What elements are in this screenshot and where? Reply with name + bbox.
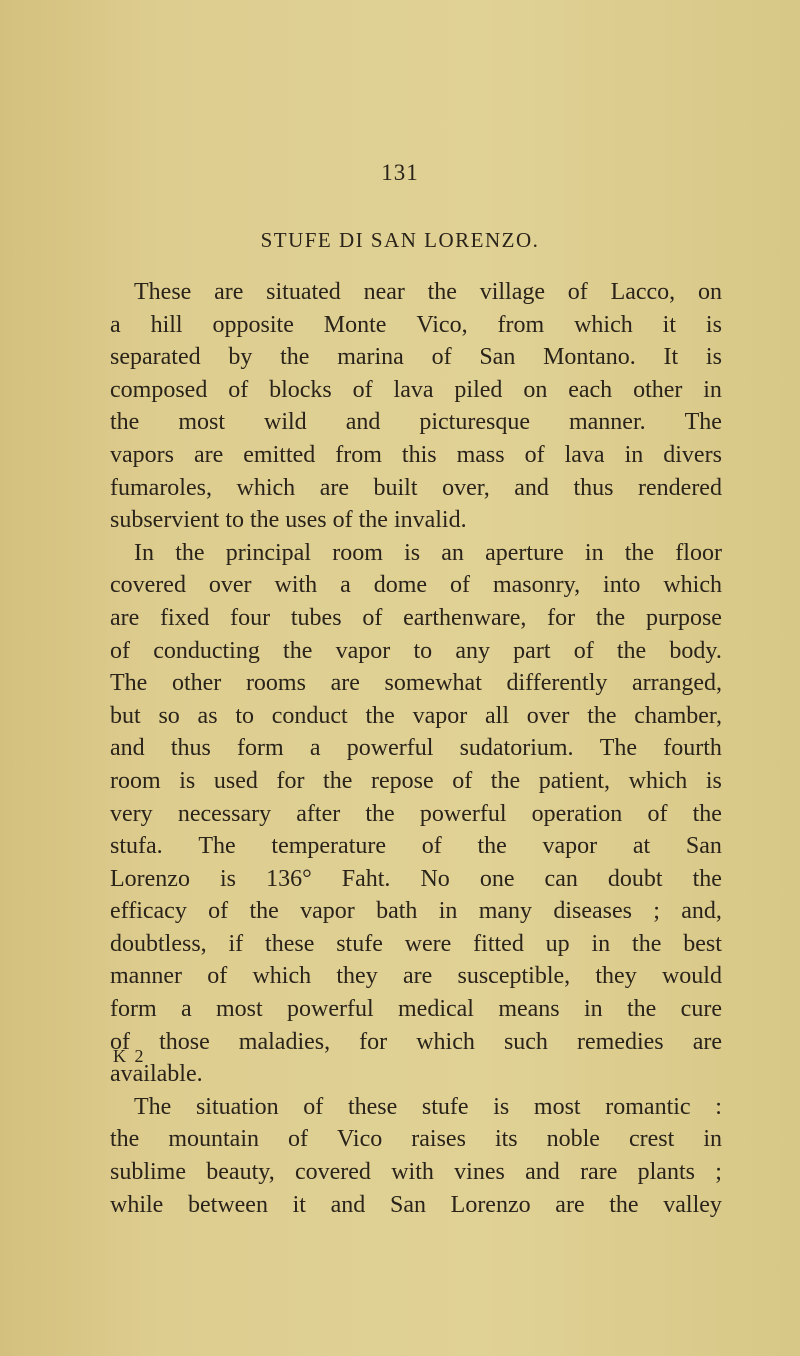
text-line: efficacy of the vapor bath in many diseases ; and, — [110, 898, 722, 925]
text-line: The situation of these stufe is most romantic : — [134, 1093, 722, 1120]
text-line: covered over with a dome of masonry, into which — [110, 572, 722, 599]
text-line: doubtless, if these stufe were fitted up in the best — [110, 930, 722, 957]
text-line: The other rooms are somewhat differently arranged, — [110, 670, 722, 697]
text-line: stufa. The temperature of the vapor at San — [110, 833, 722, 860]
text-line: of those maladies, for which such remedies are — [110, 1028, 722, 1055]
body-text — [110, 276, 722, 1221]
text-line: very necessary after the powerful operation of the — [110, 800, 722, 827]
text-line: available. — [110, 1061, 203, 1088]
text-line: sublime beauty, covered with vines and rare plants ; — [110, 1159, 722, 1186]
text-line: are fixed four tubes of earthenware, for the purpose — [110, 604, 722, 631]
text-line: but so as to conduct the vapor all over the chamber, — [110, 702, 722, 729]
text-line: a hill opposite Monte Vico, from which it is — [110, 311, 722, 338]
text-line: while between it and San Lorenzo are the valley — [110, 1191, 722, 1218]
printer-signature-mark: K 2 — [113, 1046, 146, 1066]
text-line: composed of blocks of lava piled on each other in — [110, 376, 722, 403]
text-line: room is used for the repose of the patient, which is — [110, 767, 722, 794]
text-line: the mountain of Vico raises its noble crest in — [110, 1126, 722, 1153]
text-line: Lorenzo is 136° Faht. No one can doubt the — [110, 865, 722, 892]
text-line: In the principal room is an aperture in the floor — [134, 539, 722, 566]
text-line: manner of which they are susceptible, they would — [110, 963, 722, 990]
chapter-title: STUFE DI SAN LORENZO. — [260, 228, 540, 252]
text-line: of conducting the vapor to any part of the body. — [110, 637, 722, 664]
text-line: the most wild and picturesque manner. The — [110, 409, 722, 436]
text-line: form a most powerful medical means in the cure — [110, 996, 722, 1023]
text-line: vapors are emitted from this mass of lava in divers — [110, 441, 722, 468]
text-line: These are situated near the village of Lacco, on — [134, 279, 722, 305]
text-line: subservient to the uses of the invalid. — [110, 507, 467, 534]
text-line: separated by the marina of San Montano. It is — [110, 344, 722, 371]
text-line: fumaroles, which are built over, and thus rendered — [110, 474, 722, 501]
text-line: and thus form a powerful sudatorium. The fourth — [110, 735, 722, 762]
page-number: 131 — [381, 160, 419, 185]
